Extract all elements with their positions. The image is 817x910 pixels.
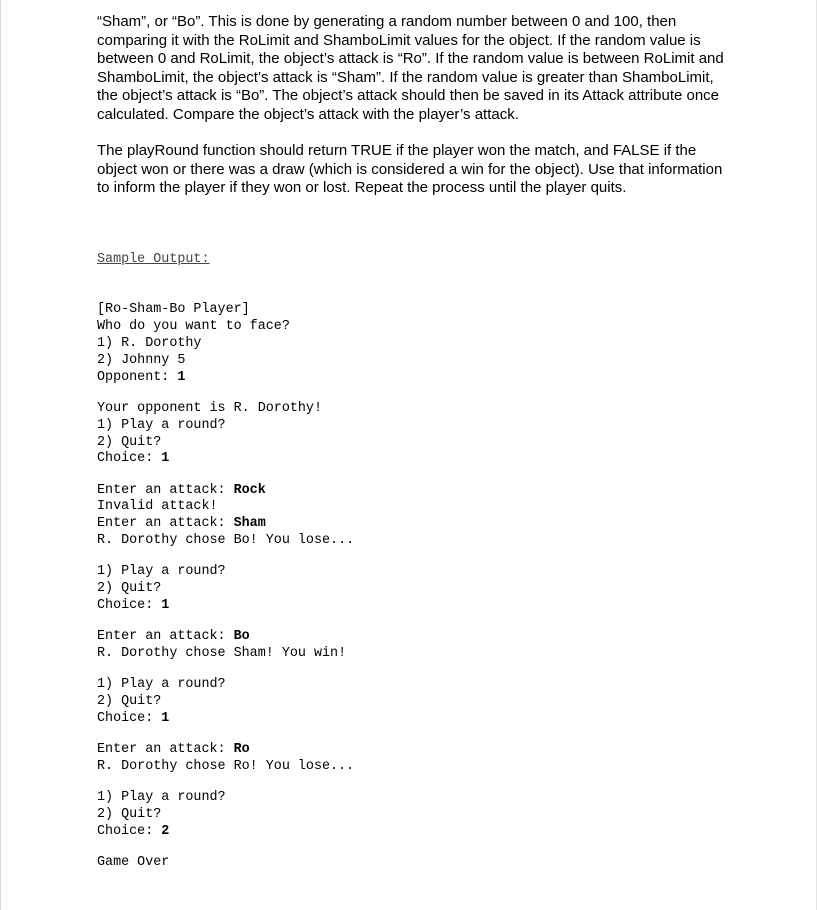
user-input: Rock [233, 482, 266, 498]
user-input: Bo [233, 629, 250, 645]
output-text: 2) Quit? [97, 807, 162, 823]
output-text: Choice: [97, 710, 162, 726]
blank-line [97, 776, 737, 791]
output-line [97, 418, 737, 435]
output-text: R. Dorothy chose Ro! You lose... [97, 759, 355, 775]
output-text: Choice: [97, 451, 162, 467]
user-input: Sham [233, 516, 266, 532]
sample-output-heading: Sample Output: [97, 252, 210, 268]
output-text: Enter an attack: [97, 629, 234, 645]
output-line [97, 742, 737, 759]
output-line [97, 353, 737, 370]
output-line [97, 759, 737, 776]
output-text: 1) Play a round? [97, 790, 226, 806]
output-text: 2) Quit? [97, 581, 162, 597]
user-input: Ro [233, 742, 250, 758]
output-text: 2) Quit? [97, 694, 162, 710]
output-text: R. Dorothy chose Sham! You win! [97, 646, 347, 662]
output-text: 1) Play a round? [97, 417, 226, 433]
output-text: 2) Quit? [97, 434, 162, 450]
output-line [97, 336, 737, 353]
blank-line [97, 386, 737, 401]
user-input: 2 [161, 823, 170, 839]
output-line [97, 564, 737, 581]
output-line [97, 711, 737, 728]
output-text: Your opponent is R. Dorothy! [97, 400, 322, 416]
output-line [97, 516, 737, 533]
output-line [97, 694, 737, 711]
blank-line [97, 663, 737, 678]
blank-line [97, 550, 737, 565]
blank-line [97, 728, 737, 743]
user-input: 1 [161, 597, 170, 613]
output-line [97, 370, 737, 387]
output-text: Enter an attack: [97, 516, 234, 532]
blank-line [97, 468, 737, 483]
output-line [97, 807, 737, 824]
sample-output-block [97, 219, 737, 906]
output-text: Opponent: [97, 369, 178, 385]
page-left-edge [0, 0, 1, 910]
output-text: Game Over [97, 855, 170, 871]
output-line [97, 629, 737, 646]
user-input: 1 [161, 451, 170, 467]
output-text: Enter an attack: [97, 742, 234, 758]
output-text: 2) Johnny 5 [97, 352, 186, 368]
output-line [97, 824, 737, 841]
output-line [97, 319, 737, 336]
output-line [97, 435, 737, 452]
output-text: Enter an attack: [97, 482, 234, 498]
output-line [97, 581, 737, 598]
paragraph-playround: The playRound function should return TRUE if the player won the match, and FALSE if the object won or there was a draw (which is considered a win for the object). Use that information to inform the player if they won or lost. Repeat the process until the player quits. [97, 142, 723, 196]
output-line [97, 790, 737, 807]
output-line [97, 533, 737, 550]
output-text: Choice: [97, 823, 162, 839]
output-text: Choice: [97, 597, 162, 613]
output-text: 1) R. Dorothy [97, 336, 202, 352]
output-text: Invalid attack! [97, 499, 218, 515]
user-input: 1 [177, 369, 186, 385]
document-body [97, 13, 737, 906]
output-line [97, 401, 737, 418]
output-text: Who do you want to face? [97, 319, 290, 335]
output-text: R. Dorothy chose Bo! You lose... [97, 533, 355, 549]
output-text: [Ro-Sham-Bo Player] [97, 302, 250, 318]
output-line [97, 451, 737, 468]
output-text: 1) Play a round? [97, 677, 226, 693]
output-line [97, 646, 737, 663]
output-line [97, 677, 737, 694]
output-line [97, 483, 737, 500]
output-line [97, 855, 737, 872]
sample-output-lines [97, 302, 737, 872]
blank-line [97, 615, 737, 630]
output-line [97, 302, 737, 319]
output-line [97, 499, 737, 516]
output-line [97, 598, 737, 615]
user-input: 1 [161, 710, 170, 726]
output-text: 1) Play a round? [97, 564, 226, 580]
paragraph-attack-logic: “Sham”, or “Bo”. This is done by generating a random number between 0 and 100, then comparing it with the RoLimit and ShamboLimit values for the object. If the random value is between 0 and RoLimit, the object’s attack is “Ro”. If the random value is between RoLimit and ShamboLimit, the object’s attack is “Sham”. If the random value is greater than ShamboLimit, the object’s attack is “Bo”. The object’s attack should then be saved in its Attack attribute once calculated. Compare the object’s attack with the player’s attack. [97, 13, 724, 123]
blank-line [97, 841, 737, 856]
